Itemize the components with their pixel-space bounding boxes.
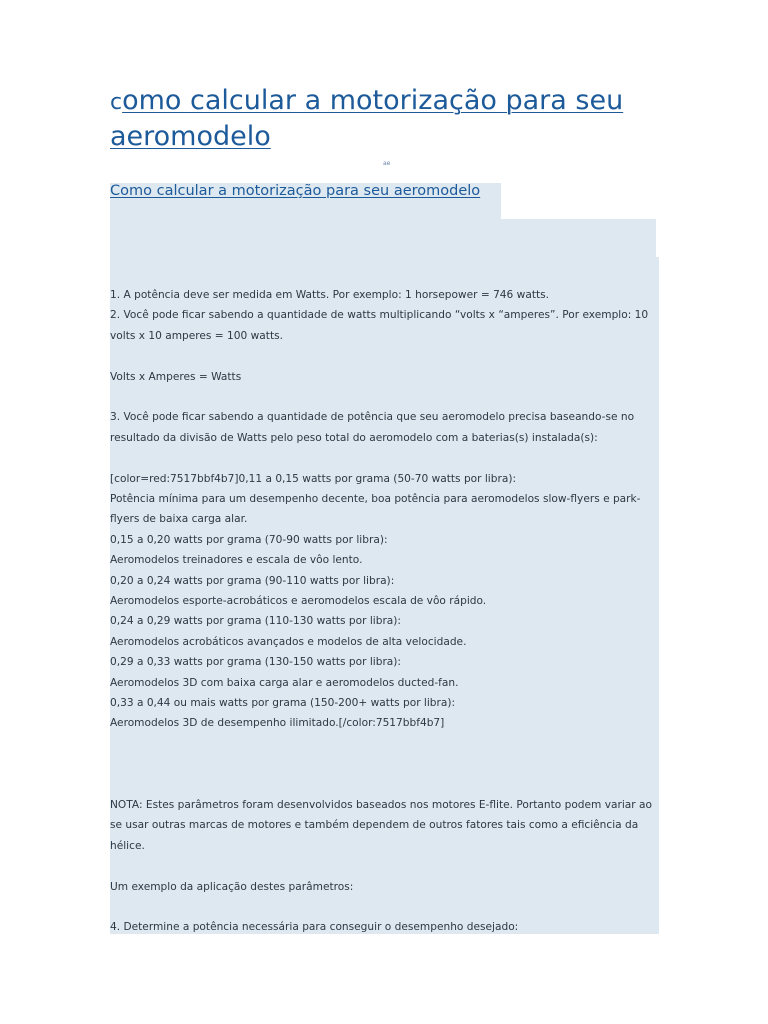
paragraph-power-division: 3. Você pode ficar sabendo a quantidade de potência que seu aeromodelo precisa baseando-se no resultado da divisão de Watts pelo peso total do aeromodelo com a baterias(s) instalada(s): bbox=[110, 411, 635, 444]
paragraph-volts-amperes: 2. Você pode ficar sabendo a quantidade de watts multiplicando “volts x “amperes”. Por exemplo: 10 volts x 10 amperes = 100 watts. bbox=[110, 309, 649, 342]
range-description: Aeromodelos 3D com baixa carga alar e aeromodelos ducted-fan. bbox=[110, 676, 459, 689]
range-line: [color=red:7517bbf4b7]0,11 a 0,15 watts por grama (50-70 watts por libra): bbox=[110, 472, 517, 485]
page-title[interactable] bbox=[110, 84, 670, 154]
range-description: Aeromodelos treinadores e escala de vôo lento. bbox=[110, 554, 363, 567]
paragraph-watts-definition: 1. A potência deve ser medida em Watts. Por exemplo: 1 horsepower = 746 watts. bbox=[110, 289, 550, 301]
page-title-first-letter: c bbox=[110, 90, 123, 115]
range-description: Aeromodelos 3D de desempenho ilimitado.[/color:7517bbf4b7] bbox=[110, 717, 445, 730]
formula-line: Volts x Amperes = Watts bbox=[110, 370, 242, 383]
spacer bbox=[110, 897, 662, 917]
range-line: 0,24 a 0,29 watts por grama (110-130 watts por libra): bbox=[110, 615, 402, 628]
range-description: Aeromodelos acrobáticos avançados e modelos de alta velocidade. bbox=[110, 635, 467, 648]
spacer bbox=[110, 856, 662, 876]
range-description: Potência mínima para um desempenho decente, boa potência para aeromodelos slow-flyers e park-flyers de baixa carga alar. bbox=[110, 493, 641, 526]
article-subtitle-link[interactable]: Como calcular a motorização para seu aeromodelo bbox=[110, 183, 481, 199]
spacer bbox=[110, 734, 662, 795]
note-paragraph: NOTA: Estes parâmetros foram desenvolvidos baseados nos motores E-flite. Portanto podem variar ao se usar outras marcas de motores e também dependem de outros fatores tais como a eficiência da hélice. bbox=[110, 798, 652, 852]
range-description: Aeromodelos esporte-acrobáticos e aeromodelos escala de vôo rápido. bbox=[110, 595, 487, 608]
range-line: 0,29 a 0,33 watts por grama (130-150 watts por libra): bbox=[110, 656, 402, 669]
spacer bbox=[110, 346, 662, 366]
spacer bbox=[110, 387, 662, 407]
page-title-link[interactable]: omo calcular a motorização para seu aeromodelo bbox=[110, 85, 624, 152]
article-body bbox=[110, 285, 662, 938]
range-line: 0,20 a 0,24 watts por grama (90-110 watts por libra): bbox=[110, 574, 395, 587]
example-intro: Um exemplo da aplicação destes parâmetros: bbox=[110, 880, 354, 893]
spacer bbox=[110, 448, 662, 468]
paragraph-determine-power: 4. Determine a potência necessária para conseguir o desempenho desejado: bbox=[110, 921, 519, 934]
range-line: 0,15 a 0,20 watts por grama (70-90 watts por libra): bbox=[110, 533, 388, 546]
small-mark: ae bbox=[383, 160, 391, 167]
subtitle-background-lower bbox=[110, 219, 656, 257]
range-line: 0,33 a 0,44 ou mais watts por grama (150-200+ watts por libra): bbox=[110, 697, 456, 710]
